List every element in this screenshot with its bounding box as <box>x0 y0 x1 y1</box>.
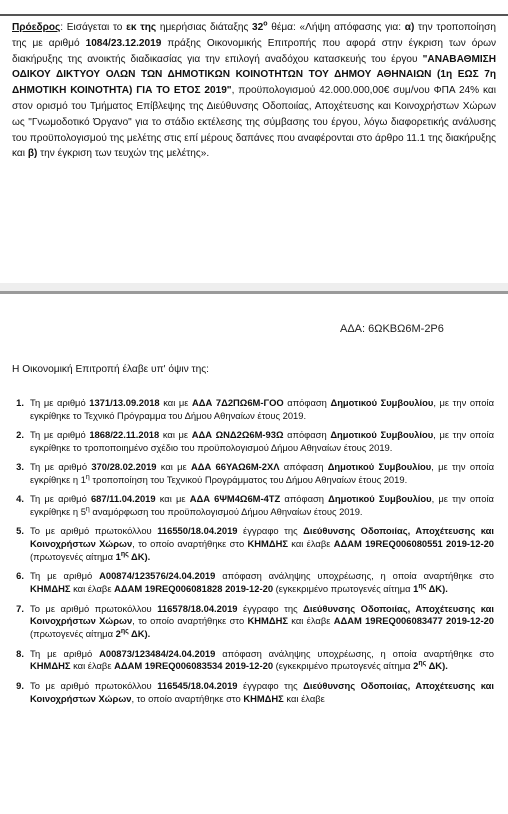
item-text: και με <box>159 397 193 408</box>
item-bold-text: ΔΚ). <box>426 583 448 595</box>
superscript: ης <box>418 583 427 591</box>
item-text: και έλαβε <box>70 583 115 595</box>
list-item <box>10 429 494 455</box>
item-text: και έλαβε <box>288 615 334 627</box>
item-text: έγγραφο της <box>237 679 304 691</box>
item-text: , το οποίο αναρτήθηκε στο <box>131 692 244 704</box>
list-number: 5. <box>16 525 24 537</box>
intro-paragraph <box>12 20 496 162</box>
item-text: Τη με αριθμό <box>30 461 92 473</box>
item-bold-text: ΔΚ). <box>426 660 448 672</box>
item-text: και έλαβε <box>288 538 334 550</box>
item-text: Τη με αριθμό <box>30 429 90 441</box>
item-text: απόφαση <box>283 429 331 441</box>
list-item <box>10 603 494 642</box>
council-name: Δημοτικού Συμβουλίου <box>330 397 434 408</box>
superscript: ης <box>418 660 427 668</box>
item-text: , το οποίο αναρτήθηκε στο <box>132 538 248 550</box>
item-text: απόφαση <box>280 493 329 505</box>
protocol-number: 116550/18.04.2019 <box>157 525 238 537</box>
item-text: (πρωτογενές αίτημα <box>30 551 116 563</box>
considerations-list <box>10 397 494 712</box>
page-break <box>0 283 508 291</box>
item-text: Το με αριθμό πρωτοκόλλου <box>30 602 158 614</box>
item-text: , με την οποία εγκρίθηκε η 5 <box>30 493 494 518</box>
item-text: απόφαση <box>283 397 331 408</box>
item-text: , με την οποία εγκρίθηκε το τροποποιημένο σχέδιο του προϋπολογισμού Δήμου Αθηναίων έτους 2019. <box>30 429 494 454</box>
item-text: απόφαση ανάληψης υποχρέωσης, η οποία αναρτήθηκε στο <box>215 570 494 582</box>
council-name: Δημοτικού Συμβουλίου <box>330 429 434 441</box>
chair-label: Πρόεδρος <box>12 22 61 33</box>
decision-number: Α00873/123484/24.04.2019 <box>99 647 216 659</box>
registry-name: ΚΗΜΔΗΣ <box>247 615 288 627</box>
list-item <box>10 648 494 674</box>
item-text: , το οποίο αναρτήθηκε στο <box>132 615 248 627</box>
item-text: και με <box>159 429 192 441</box>
registry-name: ΚΗΜΔΗΣ <box>30 660 71 672</box>
ordinal-number: 1 <box>413 583 419 595</box>
item-bold-text: ΔΚ). <box>128 551 151 563</box>
list-item <box>10 680 494 706</box>
council-name: Δημοτικού Συμβουλίου <box>328 493 432 505</box>
intro-text: : Εισάγεται το <box>60 22 127 33</box>
item-text: (εγκεκριμένο πρωτογενές αίτημα <box>273 660 414 672</box>
superscript: η <box>85 474 90 481</box>
point-b-label: β) <box>27 148 38 160</box>
adam-reference: ΑΔΑΜ 19REQ006083534 2019-12-20 <box>114 660 274 672</box>
item-text: Το με αριθμό πρωτοκόλλου <box>30 679 158 691</box>
list-number: 9. <box>16 679 24 691</box>
item-text: έγγραφο της <box>237 525 304 537</box>
directorate-name: Διεύθυνσης Οδοποιίας, Αποχέτευσης και Κοινοχρήστων Χώρων <box>30 679 494 704</box>
item-text: τροποποίηση του Τεχνικού Προγράμματος του Δήμου Αθηναίων έτους 2019. <box>89 474 408 486</box>
list-number: 3. <box>16 461 24 473</box>
ordinal-number: 2 <box>413 660 419 672</box>
item-number-bold <box>252 22 268 33</box>
registry-name: ΚΗΜΔΗΣ <box>247 538 288 550</box>
request-ordinal <box>413 660 426 671</box>
protocol-number: 116578/18.04.2019 <box>157 602 238 614</box>
superscript: ης <box>120 551 129 559</box>
request-ordinal <box>413 583 426 594</box>
item-text: αναμόρφωση του προϋπολογισμού Δήμου Αθηναίων έτους 2019. <box>89 506 363 518</box>
item-text: (εγκεκριμένο πρωτογενές αίτημα <box>273 583 414 595</box>
point-a-label: α) <box>404 22 415 33</box>
directorate-name: Διεύθυνσης Οδοποιίας, Αποχέτευσης και Κοινοχρήστων Χώρων <box>30 525 494 550</box>
intro-text: την τροποποίηση της με αριθμό <box>12 22 496 49</box>
item-bold-text: ΔΚ). <box>128 628 151 640</box>
adam-reference: ΑΔΑΜ 19REQ006081828 2019-12-20 <box>114 583 274 595</box>
item-text: , με την οποία εγκρίθηκε η 1 <box>30 461 494 486</box>
decision-number: 687/11.04.2019 <box>90 493 156 505</box>
adam-reference: ΑΔΑΜ 19REQ006080551 2019-12-20 <box>333 538 495 550</box>
ordinal-number: 2 <box>115 628 121 640</box>
section-heading: Η Οικονομική Επιτροπή έλαβε υπ' όψιν της: <box>12 364 209 375</box>
item-text: έγγραφο της <box>237 602 304 614</box>
ada-reference: ΑΔΑ 7Δ2ΠΩ6Μ-ΓΟΟ <box>192 397 284 408</box>
list-item <box>10 525 494 564</box>
project-title: "ΑΝΑΒΑΘΜΙΣΗ ΟΔΙΚΟΥ ΔΙΚΤΥΟΥ ΟΛΩΝ ΤΩΝ ΔΗΜΟΤΙΚΩΝ ΚΟΙΝΟΤΗΤΩΝ ΤΟΥ ΔΗΜΟΥ ΑΘΗΝΑΙΩΝ (1η ΕΩΣ 7η ΔΗΜΟΤΙΚΗ ΚΟΙΝΟΤΗΤΑ) ΓΙΑ ΤΟ ΕΤΟΣ 2019" <box>12 53 496 97</box>
ada-reference: ΑΔΑ ΩΝΔ2Ω6Μ-93Ω <box>191 429 284 441</box>
adam-reference: ΑΔΑΜ 19REQ006083477 2019-12-20 <box>333 615 495 627</box>
list-number: 4. <box>16 493 24 505</box>
request-ordinal <box>116 551 129 562</box>
item-text: και με <box>156 461 191 473</box>
list-number: 1. <box>16 397 24 408</box>
item-text: , με την οποία εγκρίθηκε το Τεχνικό Πρόγραμμα του Δήμου Αθηναίων έτους 2019. <box>30 397 494 421</box>
ordinal-number: 1 <box>115 551 121 563</box>
list-item <box>10 461 494 487</box>
list-number: 6. <box>16 570 24 582</box>
item-text: απόφαση <box>279 461 328 473</box>
topic-number: 32 <box>252 22 264 33</box>
ada-code: ΑΔΑ: 6ΩΚΒΩ6Μ-2Ρ6 <box>340 323 444 335</box>
list-number: 7. <box>16 602 24 614</box>
request-ordinal <box>116 628 129 639</box>
ada-reference: ΑΔΑ 66ΥΑΩ6Μ-2ΧΛ <box>190 461 280 473</box>
superscript: ης <box>120 628 129 636</box>
decision-number: Α00874/123576/24.04.2019 <box>99 570 216 582</box>
intro-text: θέμα: «Λήψη απόφασης για: <box>267 22 405 33</box>
list-item <box>10 493 494 519</box>
council-name: Δημοτικού Συμβουλίου <box>327 461 432 473</box>
item-text: Τη με αριθμό <box>30 397 90 408</box>
superscript: η <box>85 506 90 514</box>
decision-number: 370/28.02.2019 <box>91 461 157 473</box>
item-text: Τη με αριθμό <box>30 647 100 659</box>
decision-number: 1084/23.12.2019 <box>85 37 162 49</box>
list-item <box>10 570 494 596</box>
list-number: 8. <box>16 647 24 659</box>
decision-number: 1371/13.09.2018 <box>89 397 160 408</box>
list-number: 2. <box>16 429 24 441</box>
intro-text: πράξης Οικονομικής Επιτροπής που αφορά στην έγκριση των όρων διακήρυξης της ανοικτής διαδικασίας για την επιλογή αναδόχου κατασκευής του έργου <box>12 37 496 65</box>
item-text: Τη με αριθμό <box>30 493 91 505</box>
list-item <box>10 397 494 423</box>
item-text: και έλαβε <box>70 660 115 672</box>
protocol-number: 116545/18.04.2019 <box>157 679 238 691</box>
item-text: Το με αριθμό πρωτοκόλλου <box>30 525 158 537</box>
intro-text: ημερήσιας διάταξης <box>156 22 253 33</box>
item-text: απόφαση ανάληψης υποχρέωσης, η οποία αναρτήθηκε στο <box>215 647 494 659</box>
intro-text: , προϋπολογισμού 42.000.000,00€ συμ/νου ΦΠΑ 24% και στον ορισμό του Τμήματος Επίβλεψης της Διεύθυνσης Οδοποιίας, Αποχέτευσης και Κοινοχρήστων Χώρων ως "Γνωμοδοτικό Όργανο" για το στάδιο εκτέλεσης της σύμβασης του έργου, λόγω διαφορετικής ανάλυσης του προϋπολογισμού της μελέτης στις επί μέρους δαπάνες που αναφέρονται στο άρθρο 11.1 της διακήρυξης και <box>12 85 496 160</box>
directorate-name: Διεύθυνσης Οδοποιίας, Αποχέτευσης και Κοινοχρήστων Χώρων <box>30 602 494 627</box>
ada-reference: ΑΔΑ 6ΨΜ4Ω6Μ-4ΤΖ <box>189 493 281 505</box>
item-text: και με <box>155 493 190 505</box>
registry-name: ΚΗΜΔΗΣ <box>243 692 284 704</box>
decision-number: 1868/22.11.2018 <box>89 429 160 441</box>
item-text: και έλαβε <box>283 692 325 704</box>
intro-text: την έγκριση των τευχών της μελέτης». <box>37 148 210 160</box>
registry-name: ΚΗΜΔΗΣ <box>30 583 71 595</box>
superscript: ο <box>263 20 268 28</box>
intro-bold: εκ της <box>126 22 157 33</box>
item-text: (πρωτογενές αίτημα <box>30 628 116 640</box>
top-rule <box>0 14 508 16</box>
item-text: Τη με αριθμό <box>30 570 100 582</box>
page-divider <box>0 291 508 294</box>
